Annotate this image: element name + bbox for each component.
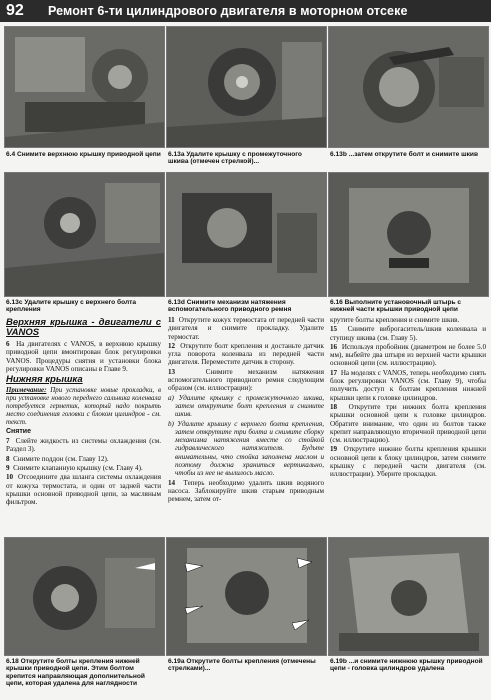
- paragraph-14-cont: крутите болты крепления и снимите шкив.: [330, 316, 460, 324]
- text-column-2: [168, 316, 324, 505]
- paragraph-16: 16 Используя пробойник (диаметром не более 5.0 мм), выбейте два штыря из верхней части крышки основной цепи (см. иллюстрацию).: [330, 342, 487, 368]
- paragraph-13a: a) Удалите крышку с промежуточного шкива, затем открутите болт крепления и снимите шкив.: [168, 393, 324, 419]
- photo-6-4: [4, 26, 165, 148]
- paragraph-9: 9 Снимите клапанную крышку (см. Главу 4).: [6, 463, 143, 472]
- paragraph-17: 17 На моделях с VANOS, теперь необходимо снять блок регулировки VANOS (см. Главу 9), чтобы получить доступ к болтам крепления нижней крышки цепи к головке цилиндров.: [330, 368, 486, 402]
- photo-6-18: [4, 537, 165, 656]
- page-title: Ремонт 6-ти цилиндрового двигателя в моторном отсеке: [48, 4, 408, 18]
- caption-6-13b: 6.13b ...затем открутите болт и снимите шкив: [330, 151, 478, 158]
- caption-6-13d: 6.13d Снимите механизм натяжения вспомогательного приводного ремня: [168, 299, 292, 314]
- caption-6-13a: 6.13a Удалите крышку с промежуточного шкива (отмечен стрелкой)...: [168, 151, 302, 166]
- photo-6-13a: [166, 26, 327, 148]
- section-heading-lower-cover: Нижняя крышка: [6, 374, 83, 386]
- photo-6-16: [328, 172, 489, 297]
- paragraph-8: 8 Снимите поддон (см. Главу 12).: [6, 454, 109, 463]
- photo-6-13b: [328, 26, 489, 148]
- note: Примечание: При установке новые прокладки, в при установке нового переднего сальника коленвала потребуется герметик, который надо покрыть место соединения головки с блоком цилиндров - см. текст.: [6, 387, 161, 426]
- paragraph-12: 12 Открутите болт крепления и достаньте датчик угла поворота коленвала из передней части двигателя. Переместите датчик в сторону.: [168, 341, 324, 367]
- paragraph-14: 14 Теперь необходимо удалить шкив водяного насоса. Заблокируйте шкив старым приводным ремнем, затем от-: [168, 478, 324, 504]
- paragraph-7: 7 Слейте жидкость из системы охлаждения (см. Раздел 3).: [6, 437, 162, 454]
- photo-6-19b: [328, 537, 489, 656]
- caption-6-4: 6.4 Снимите верхнюю крышку приводной цепи: [6, 151, 161, 158]
- paragraph-18: 18 Открутите три нижних болта крепления крышки основной цепи к головке цилиндров. Обратите внимание, что один из болтов также крепит направляющую вторичной приводной цепи (см. иллюстрацию).: [330, 402, 486, 445]
- caption-6-19a: 6.19a Открутите болты крепления (отмечены стрелками)...: [168, 658, 316, 673]
- photo-6-19a: [166, 537, 327, 656]
- paragraph-10: 10 Отсоедините два шланга системы охлаждения от кожуха термостата, и один от задней части крышки основной приводной цепи, за масляным фильтром.: [6, 473, 161, 507]
- photo-6-13c: [4, 172, 165, 297]
- section-heading-upper-cover: Верхняя крышка - двигатели с VANOS: [6, 317, 161, 338]
- paragraph-6: 6 На двигателях с VANOS, в верхнюю крышку приводной цепи вмонтирован блок регулировки VANOS. Процедуры снятия и установки блока регулировки VANOS описаны в Главе 9.: [6, 340, 162, 373]
- subheading-removal: Снятие: [6, 427, 31, 435]
- page-header: [0, 0, 491, 22]
- caption-6-19b: 6.19b ...и снимите нижнюю крышку приводной цепи - головка цилиндров удалена: [330, 658, 483, 673]
- paragraph-15: 15 Снимите виброгаситель/шкив коленвала и ступицу шкива (см. Главу 5).: [330, 325, 486, 342]
- paragraph-13b: b) Удалите крышку с верхнего болта крепления, затем открутите три болта и снимите сборку механизма натяжения вместе со стойкой гидравлического натяжителя. Будьте внимательны, что стойка заполнена маслом и поэтому должна храниться вертикально, чтобы из нее не вылилось масло.: [168, 419, 324, 478]
- paragraph-13: 13 Снимите механизм натяжения вспомогательного приводного ремня следующим образом (см. иллюстрации):: [168, 367, 324, 393]
- text-column-1: [6, 316, 161, 507]
- caption-6-18: 6.18 Открутите болты крепления нижней крышки приводной цепи. Этим болтом крепится направляющая дополнительной цепи, которая удалена для наглядности: [6, 658, 145, 688]
- paragraph-19: 19 Открутите нижние болты крепления крышки основной цепи к блоку цилиндров, затем снимите крышку с передней части двигателя (см. иллюстрации). Уберите прокладки.: [330, 445, 487, 479]
- text-column-3: [330, 316, 486, 480]
- paragraph-11: 11 Открутите кожух термостата от передней части двигателя и снимите прокладку. Удалите термостат.: [168, 316, 324, 341]
- page-number: 92: [6, 2, 24, 19]
- photo-6-13d: [166, 172, 327, 297]
- caption-6-13c: 6.13c Удалите крышку с верхнего болта крепления: [6, 299, 137, 314]
- caption-6-16: 6.16 Выполните установочный штырь с нижней части крышки приводной цепи: [330, 299, 462, 314]
